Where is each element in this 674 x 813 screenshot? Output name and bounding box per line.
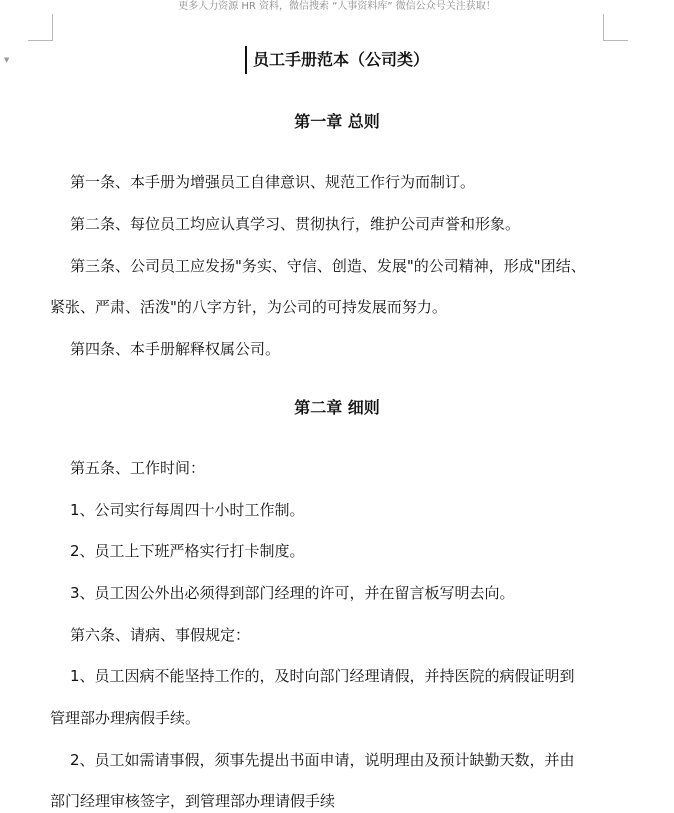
paragraph-line: 2、员工如需请事假，须事先提出书面申请，说明理由及预计缺勤天数，并由 xyxy=(70,751,575,769)
paragraph-line: 第三条、公司员工应发扬"务实、守信、创造、发展"的公司精神，形成"团结、 xyxy=(70,257,586,275)
paragraph-line: 2、员工上下班严格实行打卡制度。 xyxy=(70,542,305,560)
page-header-note: 更多人力资源 HR 资料，微信搜索 “人事资料库” 微信公众号关注获取！ xyxy=(178,1,496,12)
margin-caret-icon: ▼ xyxy=(4,56,10,64)
paragraph-line: 部门经理审核签字，到管理部办理请假手续 xyxy=(50,792,336,810)
chapter-heading: 第一章 总则 xyxy=(294,112,380,131)
paragraph-line: 紧张、严肃、活泼"的八字方针，为公司的可持发展而努力。 xyxy=(50,298,447,316)
paragraph-line: 第五条、工作时间： xyxy=(70,459,206,477)
document-title: 员工手册范本（公司类） xyxy=(245,46,429,74)
paragraph-line: 第四条、本手册解释权属公司。 xyxy=(70,340,281,358)
paragraph-line: 第二条、每位员工均应认真学习、贯彻执行，维护公司声誉和形象。 xyxy=(70,215,521,233)
paragraph-line: 1、员工因病不能坚持工作的，及时向部门经理请假，并持医院的病假证明到 xyxy=(70,667,575,685)
paragraph-line: 1、公司实行每周四十小时工作制。 xyxy=(70,501,305,519)
paragraph-line: 管理部办理病假手续。 xyxy=(50,709,201,727)
paragraph-line: 第六条、请病、事假规定： xyxy=(70,626,251,644)
paragraph-line: 3、员工因公外出必须得到部门经理的许可，并在留言板写明去向。 xyxy=(70,584,515,602)
chapter-heading: 第二章 细则 xyxy=(294,398,380,417)
paragraph-line: 第一条、本手册为增强员工自律意识、规范工作行为而制订。 xyxy=(70,173,476,191)
